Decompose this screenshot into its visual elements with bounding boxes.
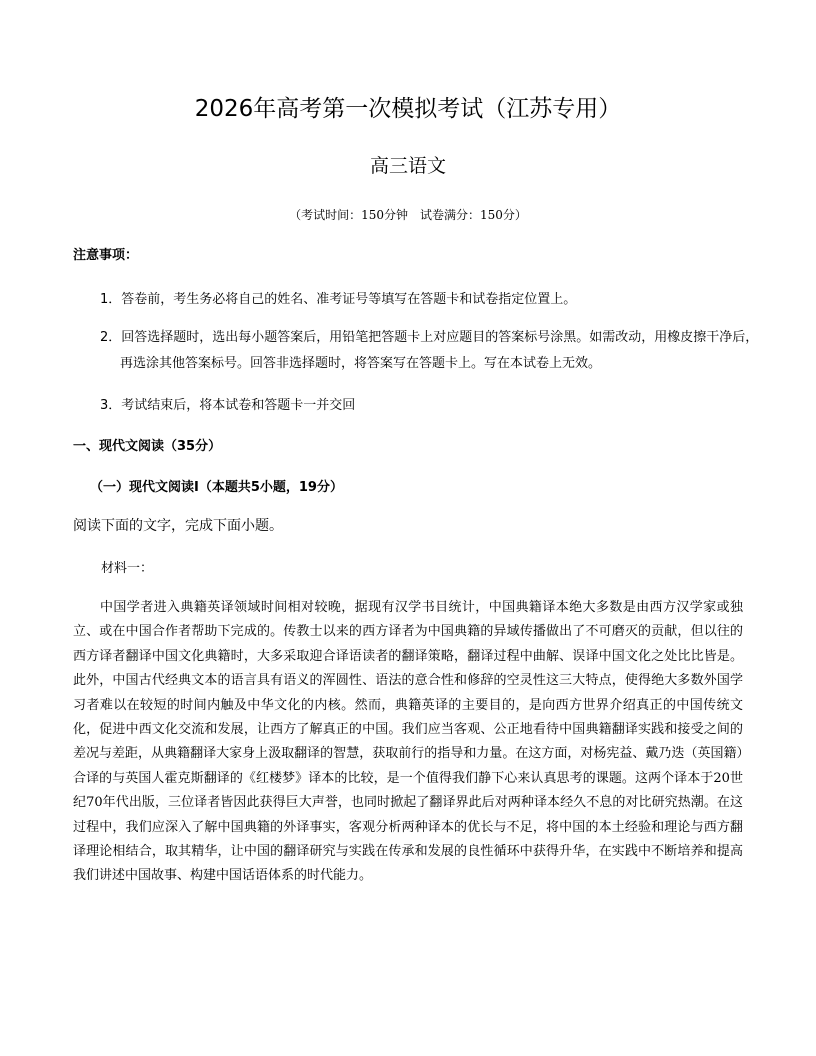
exam-subtitle: 高三语文 [369, 155, 446, 177]
notice-item-1 [100, 287, 760, 313]
notice-item-2 [100, 325, 760, 377]
notice-heading: 注意事项： [73, 248, 139, 263]
exam-title: 2026年高考第一次模拟考试（江苏专用） [194, 96, 622, 122]
notice-item-number: 2． [100, 330, 122, 345]
notice-item-3 [100, 393, 760, 419]
exam-meta: （考试时间：150分钟 试卷满分：150分） [289, 208, 527, 222]
notice-item-text: 答卷前，考生务必将自己的姓名、准考证号等填写在答题卡和试卷指定位置上。 [121, 292, 577, 307]
notice-item-number: 1． [100, 292, 122, 307]
material-paragraph: 中国学者进入典籍英译领域时间相对较晚，据现有汉学书目统计，中国典籍译本绝大多数是由西方汉学家或独立、或在中国合作者帮助下完成的。传教士以来的西方译者为中国典籍的异域传播做出了不可磨灭的贡献，但以往的西方译者翻译中国文化典籍时，大多采取迎合译语读者的翻译策略，翻译过程中曲解、误译中国文化之处比比皆是。此外，中国古代经典文本的语言具有语义的浑圆性、语法的意合性和修辞的空灵性这三大特点，使得绝大多数外国学习者难以在较短的时间内触及中华文化的内核。然而，典籍英译的主要目的，是向西方世界介绍真正的中国传统文化，促进中西文化交流和发展，让西方了解真正的中国。我们应当客观、公正地看待中国典籍翻译实践和接受之间的差况与差距，从典籍翻译大家身上汲取翻译的智慧，获取前行的指导和力量。在这方面，对杨宪益、戴乃迭（英国籍）合译的与英国人霍克斯翻译的《红楼梦》译本的比较，是一个值得我们静下心来认真思考的课题。这两个译本于20世纪70年代出版，三位译者皆因此获得巨大声誉，也同时掀起了翻译界此后对两种译本经久不息的对比研究热潮。在这过程中，我们应深入了解中国典籍的外译事实，客观分析两种译本的优长与不足，将中国的本土经验和理论与西方翻译理论相结合，取其精华，让中国的翻译研究与实践在传承和发展的良性循环中获得升华，在实践中不断培养和提高我们讲述中国故事、构建中国话语体系的时代能力。 [73, 600, 743, 884]
subsection-heading: （一）现代文阅读Ⅰ（本题共5小题，19分） [90, 480, 343, 495]
notice-item-text: 回答选择题时，选出每小题答案后，用铅笔把答题卡上对应题目的答案标号涂黑。如需改动，用橡皮擦干净后，再选涂其他答案标号。回答非选择题时，将答案写在答题卡上。写在本试卷上无效。 [120, 330, 759, 371]
notice-item-text: 考试结束后，将本试卷和答题卡一并交回 [121, 398, 356, 413]
section-heading: 一、现代文阅读（35分） [73, 439, 222, 454]
material-label: 材料一： [101, 561, 154, 576]
reading-instruction: 阅读下面的文字，完成下面小题。 [73, 518, 283, 534]
notice-item-number: 3． [100, 398, 122, 413]
